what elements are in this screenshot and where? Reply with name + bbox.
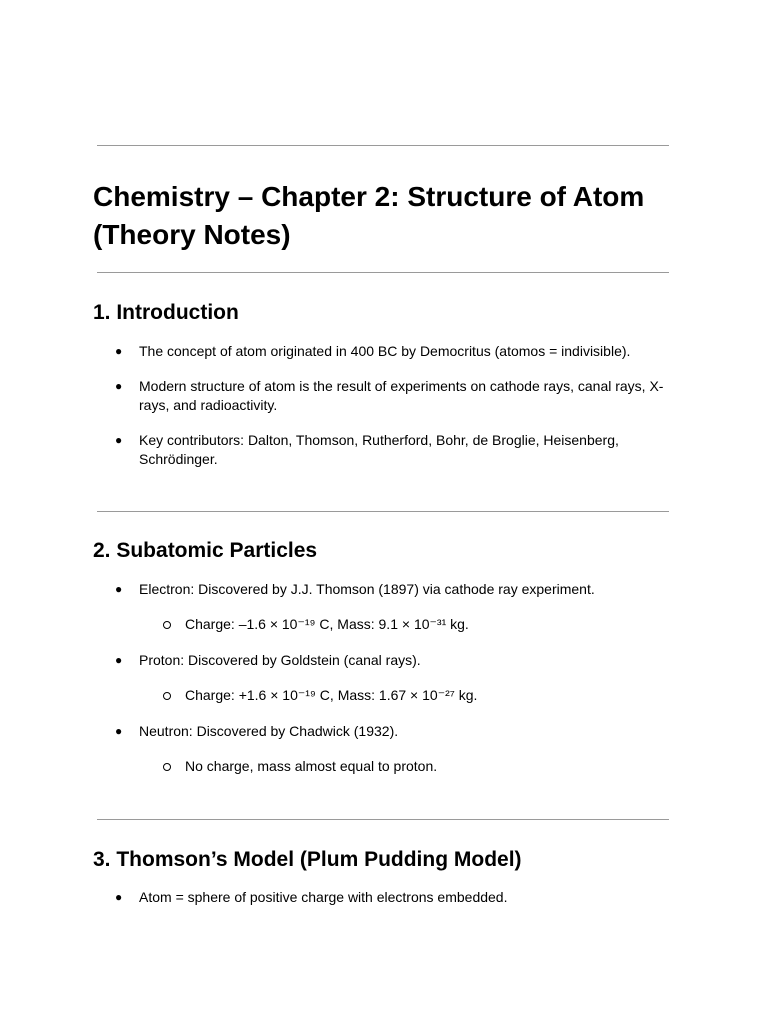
horizontal-rule: [97, 272, 669, 273]
list-item: [115, 377, 669, 415]
hollow-bullet-icon: [163, 763, 171, 771]
hollow-bullet-icon: [163, 692, 171, 700]
bullet-icon: ●: [115, 433, 123, 447]
list-item-text: Proton: Discovered by Goldstein (canal rays).: [139, 652, 421, 668]
list-item: [115, 431, 669, 469]
list-item-text: Modern structure of atom is the result of experiments on cathode rays, canal rays, X-rays, and radioactivity.: [139, 378, 664, 413]
list-item-text: Key contributors: Dalton, Thomson, Rutherford, Bohr, de Broglie, Heisenberg, Schrödinger.: [139, 432, 619, 467]
list-item-text: Atom = sphere of positive charge with electrons embedded.: [139, 889, 508, 905]
page-title: Chemistry – Chapter 2: Structure of Atom (Theory Notes): [93, 181, 645, 250]
list-item: [115, 888, 669, 907]
list-item-text: Electron: Discovered by J.J. Thomson (1897) via cathode ray experiment.: [139, 581, 595, 597]
list-item-text: The concept of atom originated in 400 BC by Democritus (atomos = indivisible).: [139, 343, 631, 359]
list-item: [115, 342, 669, 361]
bullet-icon: ●: [115, 379, 123, 393]
bullet-icon: ●: [115, 724, 123, 738]
list-item-text: Neutron: Discovered by Chadwick (1932).: [139, 723, 399, 739]
section-heading-introduction: 1. Introduction: [93, 301, 239, 324]
hollow-bullet-icon: [163, 621, 171, 629]
sub-list-item: [185, 686, 665, 705]
bullet-icon: ●: [115, 344, 123, 358]
list-item: [115, 722, 669, 741]
sub-list-item-text: No charge, mass almost equal to proton.: [185, 758, 438, 774]
list-item: [115, 580, 669, 599]
sub-list-item: [185, 757, 665, 776]
horizontal-rule: [97, 819, 669, 820]
section-heading-subatomic-particles: 2. Subatomic Particles: [93, 539, 318, 562]
bullet-icon: ●: [115, 653, 123, 667]
list-item: [115, 651, 669, 670]
section-heading-thomson-model: 3. Thomson’s Model (Plum Pudding Model): [93, 848, 522, 871]
sub-list-item: [185, 615, 665, 634]
bullet-icon: ●: [115, 582, 123, 596]
horizontal-rule: [97, 145, 669, 146]
horizontal-rule: [97, 511, 669, 512]
bullet-icon: ●: [115, 890, 123, 904]
sub-list-item-text: Charge: –1.6 × 10⁻¹⁹ C, Mass: 9.1 × 10⁻³¹ kg.: [185, 616, 469, 632]
sub-list-item-text: Charge: +1.6 × 10⁻¹⁹ C, Mass: 1.67 × 10⁻²⁷ kg.: [185, 687, 478, 703]
